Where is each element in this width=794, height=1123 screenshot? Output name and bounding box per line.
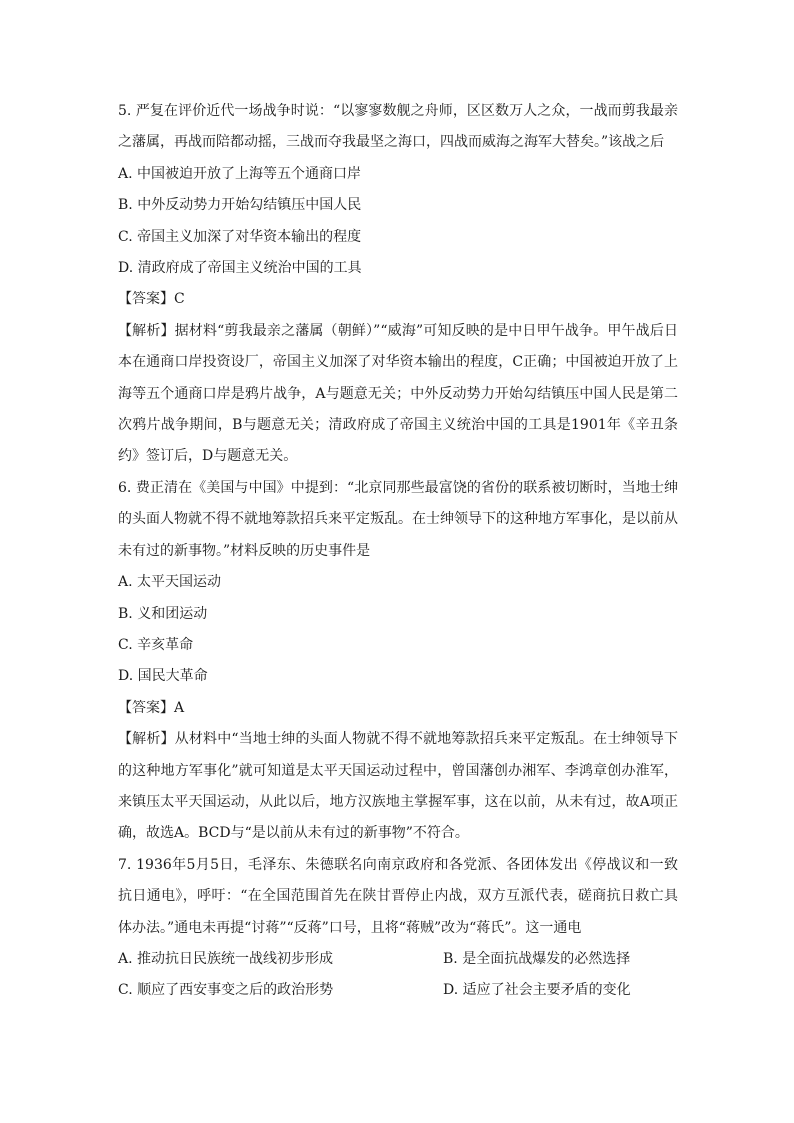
- question-5-option-c: C. 帝国主义加深了对华资本输出的程度: [118, 228, 362, 245]
- question-6: [118, 473, 678, 850]
- question-5-option-b: B. 中外反动势力开始勾结镇压中国人民: [118, 197, 362, 214]
- question-6-answer: [118, 693, 678, 724]
- analysis-tag: 【解析】: [118, 322, 175, 339]
- analysis-text: 据材料“剪我最亲之藩属（朝鲜）”“威海”可知反映的是中日甲午战争。甲午战后日本在通商口岸投资设厂，帝国主义加深了对华资本输出的程度，C正确；中国被迫开放了上海等五个通商口岸是鸦片战争，A与题意无关；中外反动势力开始勾结镇压中国人民是第二次鸦片战争期间，B与题意无关；清政府成了帝国主义统治中国的工具是1901年《辛丑条约》签订后，D与题意无关。: [118, 322, 678, 465]
- answer-value: A: [174, 699, 185, 716]
- question-5-answer: [118, 284, 678, 315]
- question-7-option-a: A. 推动抗日民族统一战线初步形成: [118, 950, 334, 967]
- question-6-option-b: B. 义和团运动: [118, 605, 208, 622]
- question-5-option-a: A. 中国被迫开放了上海等五个通商口岸: [118, 165, 362, 182]
- question-6-analysis: [118, 724, 678, 850]
- question-5-stem: 5. 严复在评价近代一场战争时说：“以寥寥数舰之舟师，区区数万人之众，一战而剪我最亲之藩属，再战而陪都动摇，三战而夺我最坚之海口，四战而威海之海军大替矣。”该战之后: [118, 103, 678, 151]
- question-7-option-b: B. 是全面抗战爆发的必然选择: [443, 950, 631, 967]
- analysis-text: 从材料中“当地士绅的头面人物就不得不就地筹款招兵来平定叛乱。在士绅领导下的这种地方军事化”就可知道是太平天国运动过程中，曾国藩创办湘军、李鸿章创办淮军，来镇压太平天国运动，从此以后，地方汉族地主掌握军事，这在以前，从未有过，故A项正确，故选A。BCD与“是以前从未有过的新事物”不符合。: [118, 731, 679, 842]
- question-5-analysis: [118, 316, 678, 473]
- question-5-option-d: D. 清政府成了帝国主义统治中国的工具: [118, 260, 362, 277]
- question-7-stem: 7. 1936年5月5日，毛泽东、朱德联名向南京政府和各党派、各团体发出《停战议和一致抗日通电》，呼吁：“在全国范围首先在陕甘晋停止内战，双方互派代表，磋商抗日救亡具体办法。”通电未再提“讨蒋”“反蒋”口号，且将“蒋贼”改为“蒋氏”。这一通电: [118, 856, 678, 936]
- question-7-options-row-2: [118, 975, 678, 1006]
- analysis-tag: 【解析】: [118, 731, 175, 748]
- question-6-option-c: C. 辛亥革命: [118, 636, 194, 653]
- answer-tag: 【答案】: [118, 699, 174, 716]
- answer-tag: 【答案】: [118, 291, 174, 308]
- question-7: [118, 850, 678, 1007]
- question-5: [118, 96, 678, 473]
- question-6-option-a: A. 太平天国运动: [118, 574, 222, 591]
- question-6-option-d: D. 国民大革命: [118, 668, 208, 685]
- question-6-stem: 6. 费正清在《美国与中国》中提到：“北京同那些最富饶的省份的联系被切断时，当地士绅的头面人物就不得不就地筹款招兵来平定叛乱。在士绅领导下的这种地方军事化，是以前从未有过的新事物。”材料反映的历史事件是: [118, 479, 678, 559]
- question-7-option-c: C. 顺应了西安事变之后的政治形势: [118, 982, 334, 999]
- document-page: [118, 96, 678, 1007]
- question-7-option-d: D. 适应了社会主要矛盾的变化: [443, 982, 631, 999]
- answer-value: C: [174, 291, 185, 308]
- question-7-options-row-1: [118, 944, 678, 975]
